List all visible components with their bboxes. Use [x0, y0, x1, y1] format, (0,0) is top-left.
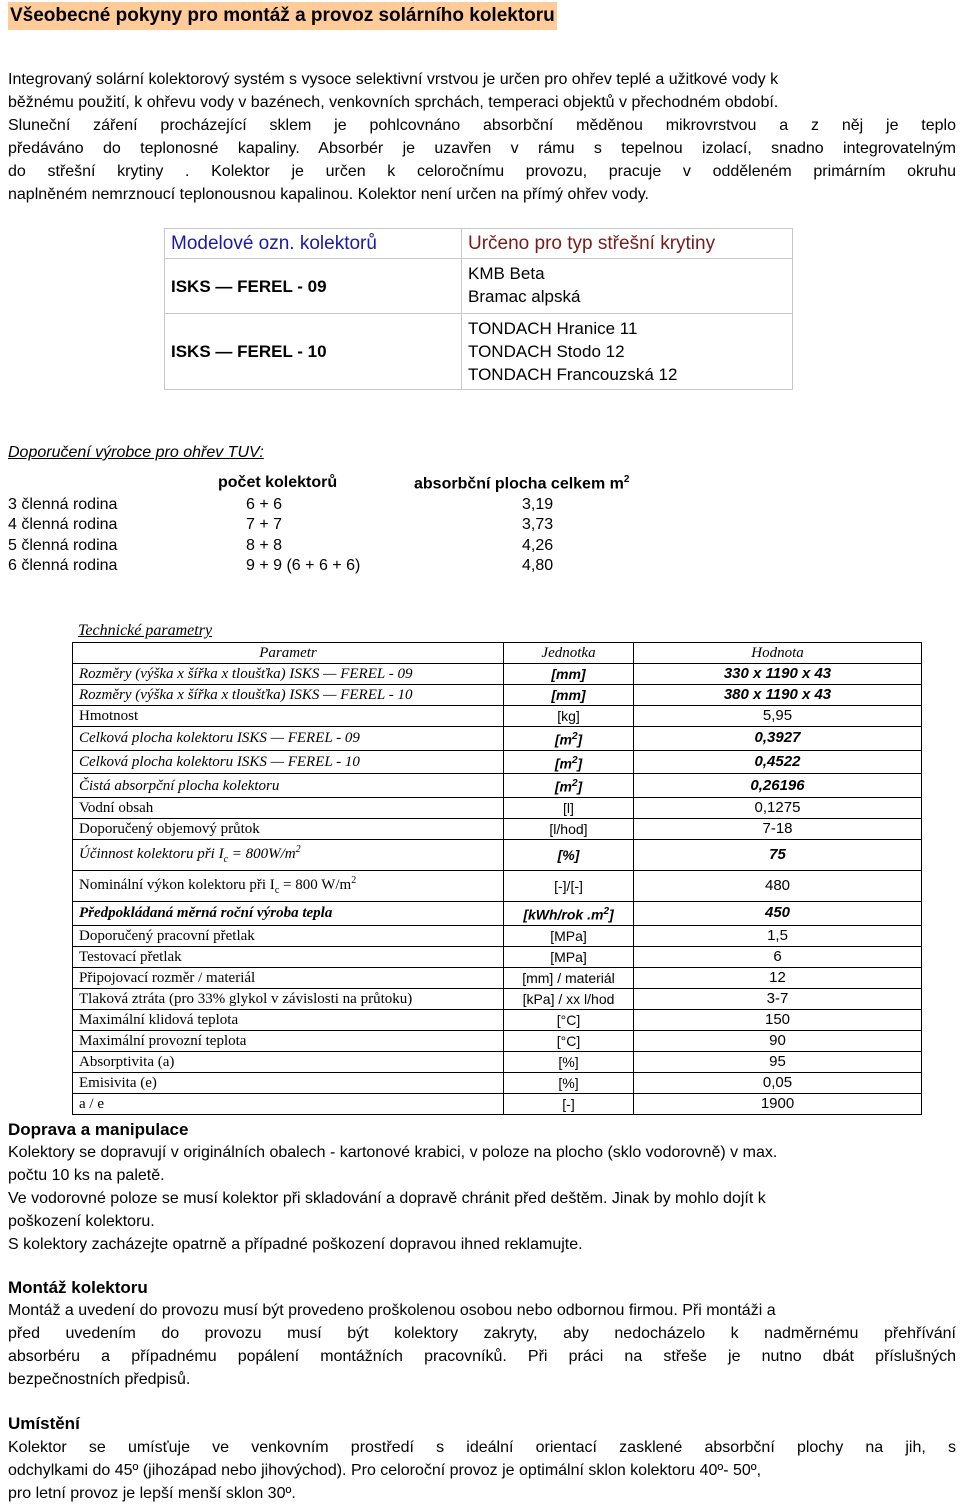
tech-value: 7-18 [634, 818, 922, 839]
doprava-line: Ve vodorovné poloze se musí kolektor při skladování a dopravě chránit před deštěm. Jinak by mohlo dojít k [8, 1190, 766, 1207]
tech-value: 0,1275 [634, 797, 922, 818]
tech-header-param: Parametr [73, 643, 504, 664]
umisteni-paragraph [8, 1436, 956, 1505]
tech-row [73, 988, 922, 1009]
tech-header-value: Hodnota [634, 643, 922, 664]
tech-header-row [73, 643, 922, 664]
doprava-paragraph [8, 1141, 956, 1256]
tech-row [73, 797, 922, 818]
tech-param: Emisivita (e) [73, 1072, 504, 1093]
tech-unit: [%] [504, 839, 634, 870]
tech-param: a / e [73, 1093, 504, 1114]
tech-row [73, 774, 922, 798]
tech-unit: [%] [504, 1072, 634, 1093]
tech-unit: [kg] [504, 706, 634, 727]
tech-row [73, 750, 922, 774]
tech-unit: [l] [504, 797, 634, 818]
tech-param: Testovací přetlak [73, 946, 504, 967]
tech-value: 0,3927 [634, 727, 922, 751]
roof-type: KMB Beta [468, 264, 545, 283]
models-row [165, 259, 793, 314]
tech-param: Připojovací rozměr / materiál [73, 967, 504, 988]
roof-type: Bramac alpská [468, 287, 581, 306]
tech-row [73, 1009, 922, 1030]
tech-value: 75 [634, 839, 922, 870]
tuv-count: 9 + 9 (6 + 6 + 6) [246, 557, 361, 574]
montaz-heading: Montáž kolektoru [8, 1278, 148, 1297]
montaz-line: bezpečnostních předpisů. [8, 1371, 191, 1388]
doprava-heading: Doprava a manipulace [8, 1120, 189, 1139]
models-header-row [165, 229, 793, 259]
tech-row [73, 706, 922, 727]
tech-unit: [mm] [504, 664, 634, 685]
tech-param: Absorptivita (a) [73, 1051, 504, 1072]
tech-row [73, 664, 922, 685]
intro-line: Integrovaný solární kolektorový systém s vysoce selektivní vrstvou je určen pro ohřev teplé a užitkové vody k [8, 71, 779, 88]
tuv-family: 5 členná rodina [8, 537, 118, 554]
tech-value: 330 x 1190 x 43 [634, 664, 922, 685]
tech-value: 0,26196 [634, 774, 922, 798]
tuv-family: 4 členná rodina [8, 516, 118, 533]
tech-table [72, 642, 922, 1115]
tuv-count: 7 + 7 [246, 516, 283, 533]
tech-param: Hmotnost [73, 706, 504, 727]
tech-value: 95 [634, 1051, 922, 1072]
model-name: ISKS — FEREL - 10 [165, 314, 462, 390]
tech-param: Celková plocha kolektoru ISKS — FEREL - 09 [73, 727, 504, 751]
tech-param: Doporučený pracovní přetlak [73, 925, 504, 946]
tech-row [73, 1051, 922, 1072]
tech-title: Technické parametry [78, 622, 213, 639]
tech-row [73, 901, 922, 925]
tech-value: 1900 [634, 1093, 922, 1114]
roof-type: TONDACH Stodo 12 [468, 342, 625, 361]
tech-value: 0,05 [634, 1072, 922, 1093]
tech-unit: [°C] [504, 1030, 634, 1051]
doprava-line: Kolektory se dopravují v originálních obalech - kartonové krabici, v poloze na plocho (sklo vodorovně) v max. [8, 1144, 778, 1161]
tuv-col-area-sup: 2 [623, 474, 630, 485]
tuv-col-area-header [414, 474, 629, 493]
tech-param: Čistá absorpční plocha kolektoru [73, 774, 504, 798]
tech-unit: [kWh/rok $.m^2$] [504, 901, 634, 925]
tech-value: 480 [634, 870, 922, 901]
tech-unit: [°C] [504, 1009, 634, 1030]
tuv-count: 6 + 6 [246, 496, 283, 513]
tech-unit: $[m^2]$ [504, 727, 634, 751]
umisteni-heading: Umístění [8, 1414, 80, 1433]
tuv-col-count-header: počet kolektorů [218, 474, 338, 491]
tech-value: 90 [634, 1030, 922, 1051]
tech-row [73, 946, 922, 967]
doprava-line: S kolektory zacházejte opatrně a případné poškození dopravou ihned reklamujte. [8, 1236, 583, 1253]
tech-param: Nominální výkon kolektoru při $I_c = 800$ $W/m^2$ [73, 870, 504, 901]
tech-param: Účinnost kolektoru při $I_c = 800W/m^2$ [73, 839, 504, 870]
tech-value: 3-7 [634, 988, 922, 1009]
roof-type: TONDACH Hranice 11 [468, 319, 638, 338]
tech-param: Doporučený objemový průtok [73, 818, 504, 839]
intro-line: Sluneční záření procházející sklem je pohlcovnáno absorbční měděnou mikrovrstvou a z něj je teplo [8, 117, 956, 134]
page-title: Všeobecné pokyny pro montáž a provoz solárního kolektoru [8, 2, 557, 30]
roof-type: TONDACH Francouzská 12 [468, 365, 678, 384]
tech-row [73, 967, 922, 988]
tech-unit: [-]/[-] [504, 870, 634, 901]
tech-row [73, 925, 922, 946]
tech-row [73, 818, 922, 839]
tech-value: 0,4522 [634, 750, 922, 774]
tech-param: Rozměry (výška x šířka x tloušťka) ISKS — FEREL - 09 [73, 664, 504, 685]
tech-unit: [kPa] / xx l/hod [504, 988, 634, 1009]
montaz-paragraph [8, 1299, 956, 1391]
tuv-heading: Doporučení výrobce pro ohřev TUV: [8, 444, 264, 461]
tech-row [73, 839, 922, 870]
tech-row [73, 1030, 922, 1051]
tuv-area: 3,73 [522, 516, 554, 533]
tuv-area: 4,80 [522, 557, 554, 574]
intro-line: předáváno do teplonosné kapaliny. Absorbér je uzavřen v rámu s tepelnou izolací, snadno integrovatelným [8, 140, 956, 157]
tech-row [73, 1093, 922, 1114]
tech-value: 450 [634, 901, 922, 925]
tech-param: Celková plocha kolektoru ISKS — FEREL - 10 [73, 750, 504, 774]
models-col-roof-header: Určeno pro typ střešní krytiny [462, 229, 793, 259]
tech-unit: [l/hod] [504, 818, 634, 839]
tech-param: Rozměry (výška x šířka x tloušťka) ISKS — FEREL - 10 [73, 685, 504, 706]
tech-value: 6 [634, 946, 922, 967]
models-col-model-header: Modelové ozn. kolektorů [165, 229, 462, 259]
models-row [165, 314, 793, 390]
tech-unit: [MPa] [504, 925, 634, 946]
tech-param: Maximální klidová teplota [73, 1009, 504, 1030]
doprava-line: počtu 10 ks na paletě. [8, 1167, 165, 1184]
tech-value: 150 [634, 1009, 922, 1030]
roof-types [462, 259, 793, 314]
tech-value: 5,95 [634, 706, 922, 727]
doprava-line: poškození kolektoru. [8, 1213, 155, 1230]
tech-row [73, 1072, 922, 1093]
tech-header-unit: Jednotka [504, 643, 634, 664]
umisteni-line: odchylkami do 45º (jihozápad nebo jihovýchod). Pro celoroční provoz je optimální sklon kolektoru 40º- 50º, [8, 1462, 762, 1479]
umisteni-line: pro letní provoz je lepší menší sklon 30º. [8, 1485, 296, 1502]
models-table [164, 228, 793, 390]
montaz-line: absorbéru a případnému popálení montážních pracovníků. Při práci na střeše je nutno dbát příslušných [8, 1348, 956, 1365]
tech-unit: [%] [504, 1051, 634, 1072]
tuv-col-area-label: absorbční plocha celkem m [414, 475, 624, 493]
tech-value: 380 x 1190 x 43 [634, 685, 922, 706]
intro-line: naplněném nemrznoucí teplonousnou kapalinou. Kolektor není určen na přímý ohřev vody. [8, 186, 649, 203]
tech-unit: [MPa] [504, 946, 634, 967]
tuv-family: 6 členná rodina [8, 557, 118, 574]
tech-unit: [mm] [504, 685, 634, 706]
tuv-area: 4,26 [522, 537, 554, 554]
tech-unit: $[m^2]$ [504, 774, 634, 798]
intro-paragraph [8, 68, 956, 206]
tech-row [73, 870, 922, 901]
intro-line: běžnému použití, k ohřevu vody v bazénech, venkovních sprchách, temperaci objektů v přechodném období. [8, 94, 779, 111]
tech-row [73, 685, 922, 706]
intro-line: do střešní krytiny . Kolektor je určen k celoročnímu provozu, pracuje v odděleném primárním okruhu [8, 163, 956, 180]
montaz-line: Montáž a uvedení do provozu musí být provedeno proškolenou osobou nebo odbornou firmou. Při montáži a [8, 1302, 776, 1319]
roof-types [462, 314, 793, 390]
tech-param: Předpokládaná měrná roční výroba tepla [73, 901, 504, 925]
tuv-area: 3,19 [522, 496, 554, 513]
tech-row [73, 727, 922, 751]
tuv-family: 3 členná rodina [8, 496, 118, 513]
montaz-line: před uvedením do provozu musí být kolektory zakryty, aby nedocházelo k nadměrnému přehřívání [8, 1325, 956, 1342]
tech-value: 1,5 [634, 925, 922, 946]
tech-unit: [-] [504, 1093, 634, 1114]
model-name: ISKS — FEREL - 09 [165, 259, 462, 314]
tech-value: 12 [634, 967, 922, 988]
tech-param: Tlaková ztráta (pro 33% glykol v závislosti na průtoku) [73, 988, 504, 1009]
tech-param: Vodní obsah [73, 797, 504, 818]
tech-unit: [mm] / materiál [504, 967, 634, 988]
tech-param: Maximální provozní teplota [73, 1030, 504, 1051]
umisteni-line: Kolektor se umísťuje ve venkovním prostředí s ideální orientací zasklené absorbční plochy na jih, s [8, 1439, 956, 1456]
tech-unit: $[m^2]$ [504, 750, 634, 774]
tuv-count: 8 + 8 [246, 537, 283, 554]
